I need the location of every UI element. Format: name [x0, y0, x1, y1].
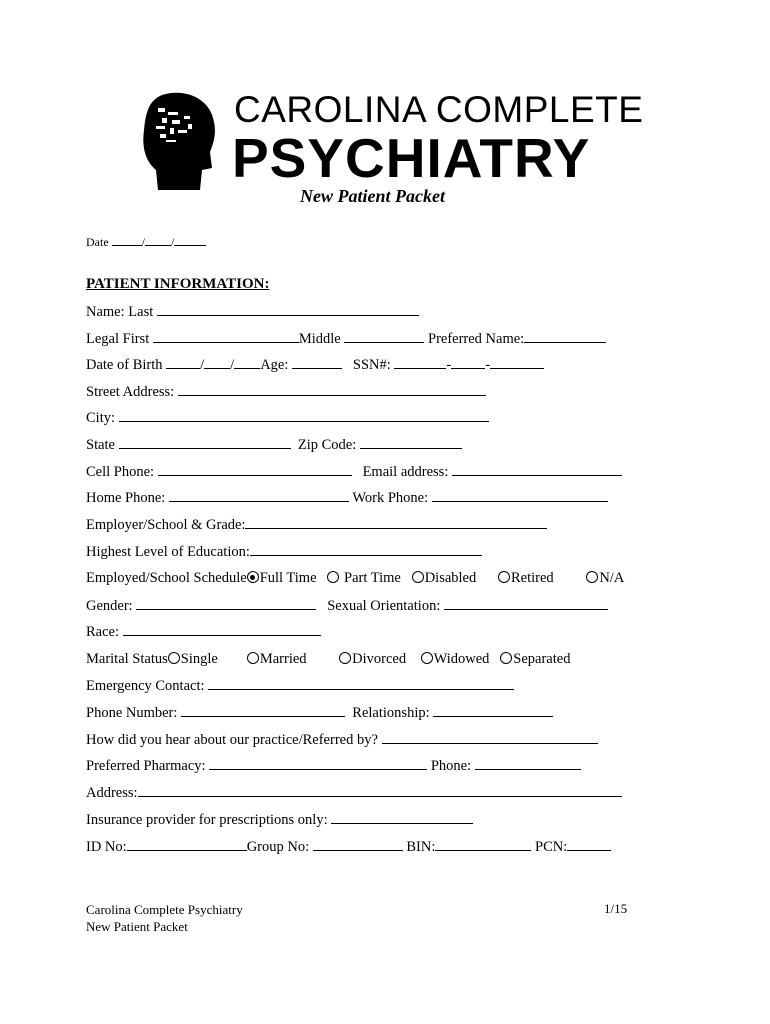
employment-row: [86, 569, 624, 587]
ssn-sep: -: [485, 357, 491, 373]
employment-radio-part-time[interactable]: [327, 571, 339, 583]
group-no-label: Group No:: [246, 839, 310, 855]
state-label: State: [86, 437, 115, 453]
address-row: [86, 784, 622, 802]
ssn-part3-field[interactable]: [490, 356, 544, 369]
employment-option-label: N/A: [599, 570, 625, 586]
employment-radio-full-time[interactable]: [247, 571, 259, 583]
phone-number-label: Phone Number:: [86, 705, 178, 721]
emergency-row: [86, 677, 514, 695]
pcn-field[interactable]: [567, 838, 611, 851]
sexual-orientation-field[interactable]: [444, 597, 608, 610]
marital-option-label: Married: [259, 651, 307, 667]
section-heading: PATIENT INFORMATION:: [86, 276, 270, 292]
footer-line2: New Patient Packet: [86, 919, 188, 934]
ids-row: [86, 838, 611, 856]
phone-relationship-row: [86, 704, 553, 722]
work-phone-label: Work Phone:: [352, 490, 429, 506]
referred-by-field[interactable]: [382, 731, 598, 744]
employer-row: [86, 516, 547, 534]
ssn-sep: -: [446, 357, 452, 373]
street-field[interactable]: [178, 383, 486, 396]
employment-option-label: Full Time: [259, 570, 317, 586]
email-field[interactable]: [452, 463, 622, 476]
employer-label: Employer/School & Grade:: [86, 517, 246, 533]
logo-title-line1: CAROLINA COMPLETE: [234, 89, 644, 130]
state-field[interactable]: [119, 436, 291, 449]
zip-field[interactable]: [360, 436, 462, 449]
age-label: Age:: [260, 357, 289, 373]
middle-label: Middle: [298, 331, 341, 347]
relationship-label: Relationship:: [352, 705, 430, 721]
zip-label: Zip Code:: [297, 437, 357, 453]
age-field[interactable]: [292, 356, 342, 369]
dob-year-field[interactable]: [234, 356, 260, 369]
dob-label: Date of Birth: [86, 357, 163, 373]
street-row: [86, 383, 486, 401]
marital-radio-single[interactable]: [168, 652, 180, 664]
employment-option-label: Disabled: [424, 570, 477, 586]
logo-title-line2: PSYCHIATRY: [232, 127, 591, 189]
phone-number-field[interactable]: [181, 704, 345, 717]
ssn-label: SSN#:: [352, 357, 391, 373]
education-row: [86, 543, 482, 561]
date-day-field[interactable]: [145, 233, 171, 246]
marital-option-label: Single: [180, 651, 218, 667]
legal-first-field[interactable]: [153, 330, 299, 343]
sexual-orientation-label: Sexual Orientation:: [327, 598, 441, 614]
marital-option-label: Widowed: [433, 651, 490, 667]
first-name-row: [86, 330, 606, 348]
preferred-name-field[interactable]: [524, 330, 606, 343]
gender-field[interactable]: [136, 597, 316, 610]
home-work-row: [86, 489, 608, 507]
address-field[interactable]: [138, 784, 622, 797]
cell-email-row: [86, 463, 622, 481]
education-field[interactable]: [250, 543, 482, 556]
marital-row: [86, 650, 570, 668]
cell-phone-field[interactable]: [158, 463, 352, 476]
legal-first-label: Legal First: [86, 331, 150, 347]
marital-label: Marital Status: [86, 651, 168, 667]
footer: [86, 901, 243, 935]
gender-label: Gender:: [86, 598, 133, 614]
work-phone-field[interactable]: [432, 489, 608, 502]
dob-row: [86, 356, 544, 374]
date-label: Date: [86, 235, 109, 249]
marital-option-label: Separated: [513, 651, 571, 667]
home-phone-field[interactable]: [169, 489, 349, 502]
date-sep: /: [171, 235, 175, 249]
dob-sep: /: [230, 357, 235, 373]
employment-label: Employed/School Schedule: [86, 570, 247, 586]
bin-label: BIN:: [406, 839, 436, 855]
race-label: Race:: [86, 624, 120, 640]
pharmacy-phone-label: Phone:: [430, 758, 472, 774]
gender-row: [86, 597, 608, 615]
page-number: 1/15: [604, 901, 628, 916]
relationship-field[interactable]: [433, 704, 553, 717]
cell-phone-label: Cell Phone:: [86, 464, 155, 480]
pharmacy-row: [86, 757, 581, 775]
employer-field[interactable]: [245, 516, 547, 529]
emergency-contact-label: Emergency Contact:: [86, 678, 205, 694]
ssn-part2-field[interactable]: [451, 356, 485, 369]
marital-radio-separated[interactable]: [500, 652, 512, 664]
pharmacy-label: Preferred Pharmacy:: [86, 758, 206, 774]
middle-field[interactable]: [344, 330, 424, 343]
group-no-field[interactable]: [313, 838, 403, 851]
date-row: [86, 233, 206, 251]
address-label: Address:: [86, 785, 138, 801]
name-row: [86, 303, 419, 321]
dob-day-field[interactable]: [204, 356, 230, 369]
id-no-label: ID No:: [86, 839, 127, 855]
insurance-row: [86, 811, 473, 829]
race-field[interactable]: [123, 623, 321, 636]
marital-radio-divorced[interactable]: [339, 652, 351, 664]
bin-field[interactable]: [435, 838, 531, 851]
referred-row: [86, 731, 598, 749]
employment-option-label: Part Time: [344, 570, 401, 586]
marital-option-label: Divorced: [352, 651, 407, 667]
pcn-label: PCN:: [535, 839, 568, 855]
footer-line1: Carolina Complete Psychiatry: [86, 902, 243, 917]
id-no-field[interactable]: [127, 838, 247, 851]
emergency-contact-field[interactable]: [208, 677, 514, 690]
insurance-label: Insurance provider for prescriptions only:: [86, 812, 328, 828]
date-sep: /: [141, 235, 145, 249]
employment-radio-disabled[interactable]: [412, 571, 424, 583]
referred-by-label: How did you hear about our practice/Referred by?: [86, 732, 378, 748]
date-month-field[interactable]: [112, 233, 142, 246]
street-label: Street Address:: [86, 384, 175, 400]
employment-option-label: Retired: [511, 570, 554, 586]
pharmacy-field[interactable]: [209, 757, 427, 770]
last-name-field[interactable]: [157, 303, 419, 316]
marital-radio-married[interactable]: [247, 652, 259, 664]
document-subtitle: New Patient Packet: [300, 186, 445, 206]
employment-radio-na[interactable]: [586, 571, 598, 583]
city-row: [86, 409, 489, 427]
city-label: City:: [86, 410, 116, 426]
dob-sep: /: [200, 357, 205, 373]
employment-radio-retired[interactable]: [498, 571, 510, 583]
date-year-field[interactable]: [174, 233, 206, 246]
dob-month-field[interactable]: [166, 356, 200, 369]
education-label: Highest Level of Education:: [86, 544, 250, 560]
pharmacy-phone-field[interactable]: [475, 757, 581, 770]
ssn-part1-field[interactable]: [394, 356, 446, 369]
email-label: Email address:: [362, 464, 449, 480]
preferred-name-label: Preferred Name:: [428, 331, 525, 347]
insurance-field[interactable]: [331, 811, 473, 824]
marital-radio-widowed[interactable]: [421, 652, 433, 664]
last-name-label: Name: Last: [86, 304, 154, 320]
state-zip-row: [86, 436, 462, 454]
race-row: [86, 623, 321, 641]
home-phone-label: Home Phone:: [86, 490, 166, 506]
city-field[interactable]: [119, 409, 489, 422]
